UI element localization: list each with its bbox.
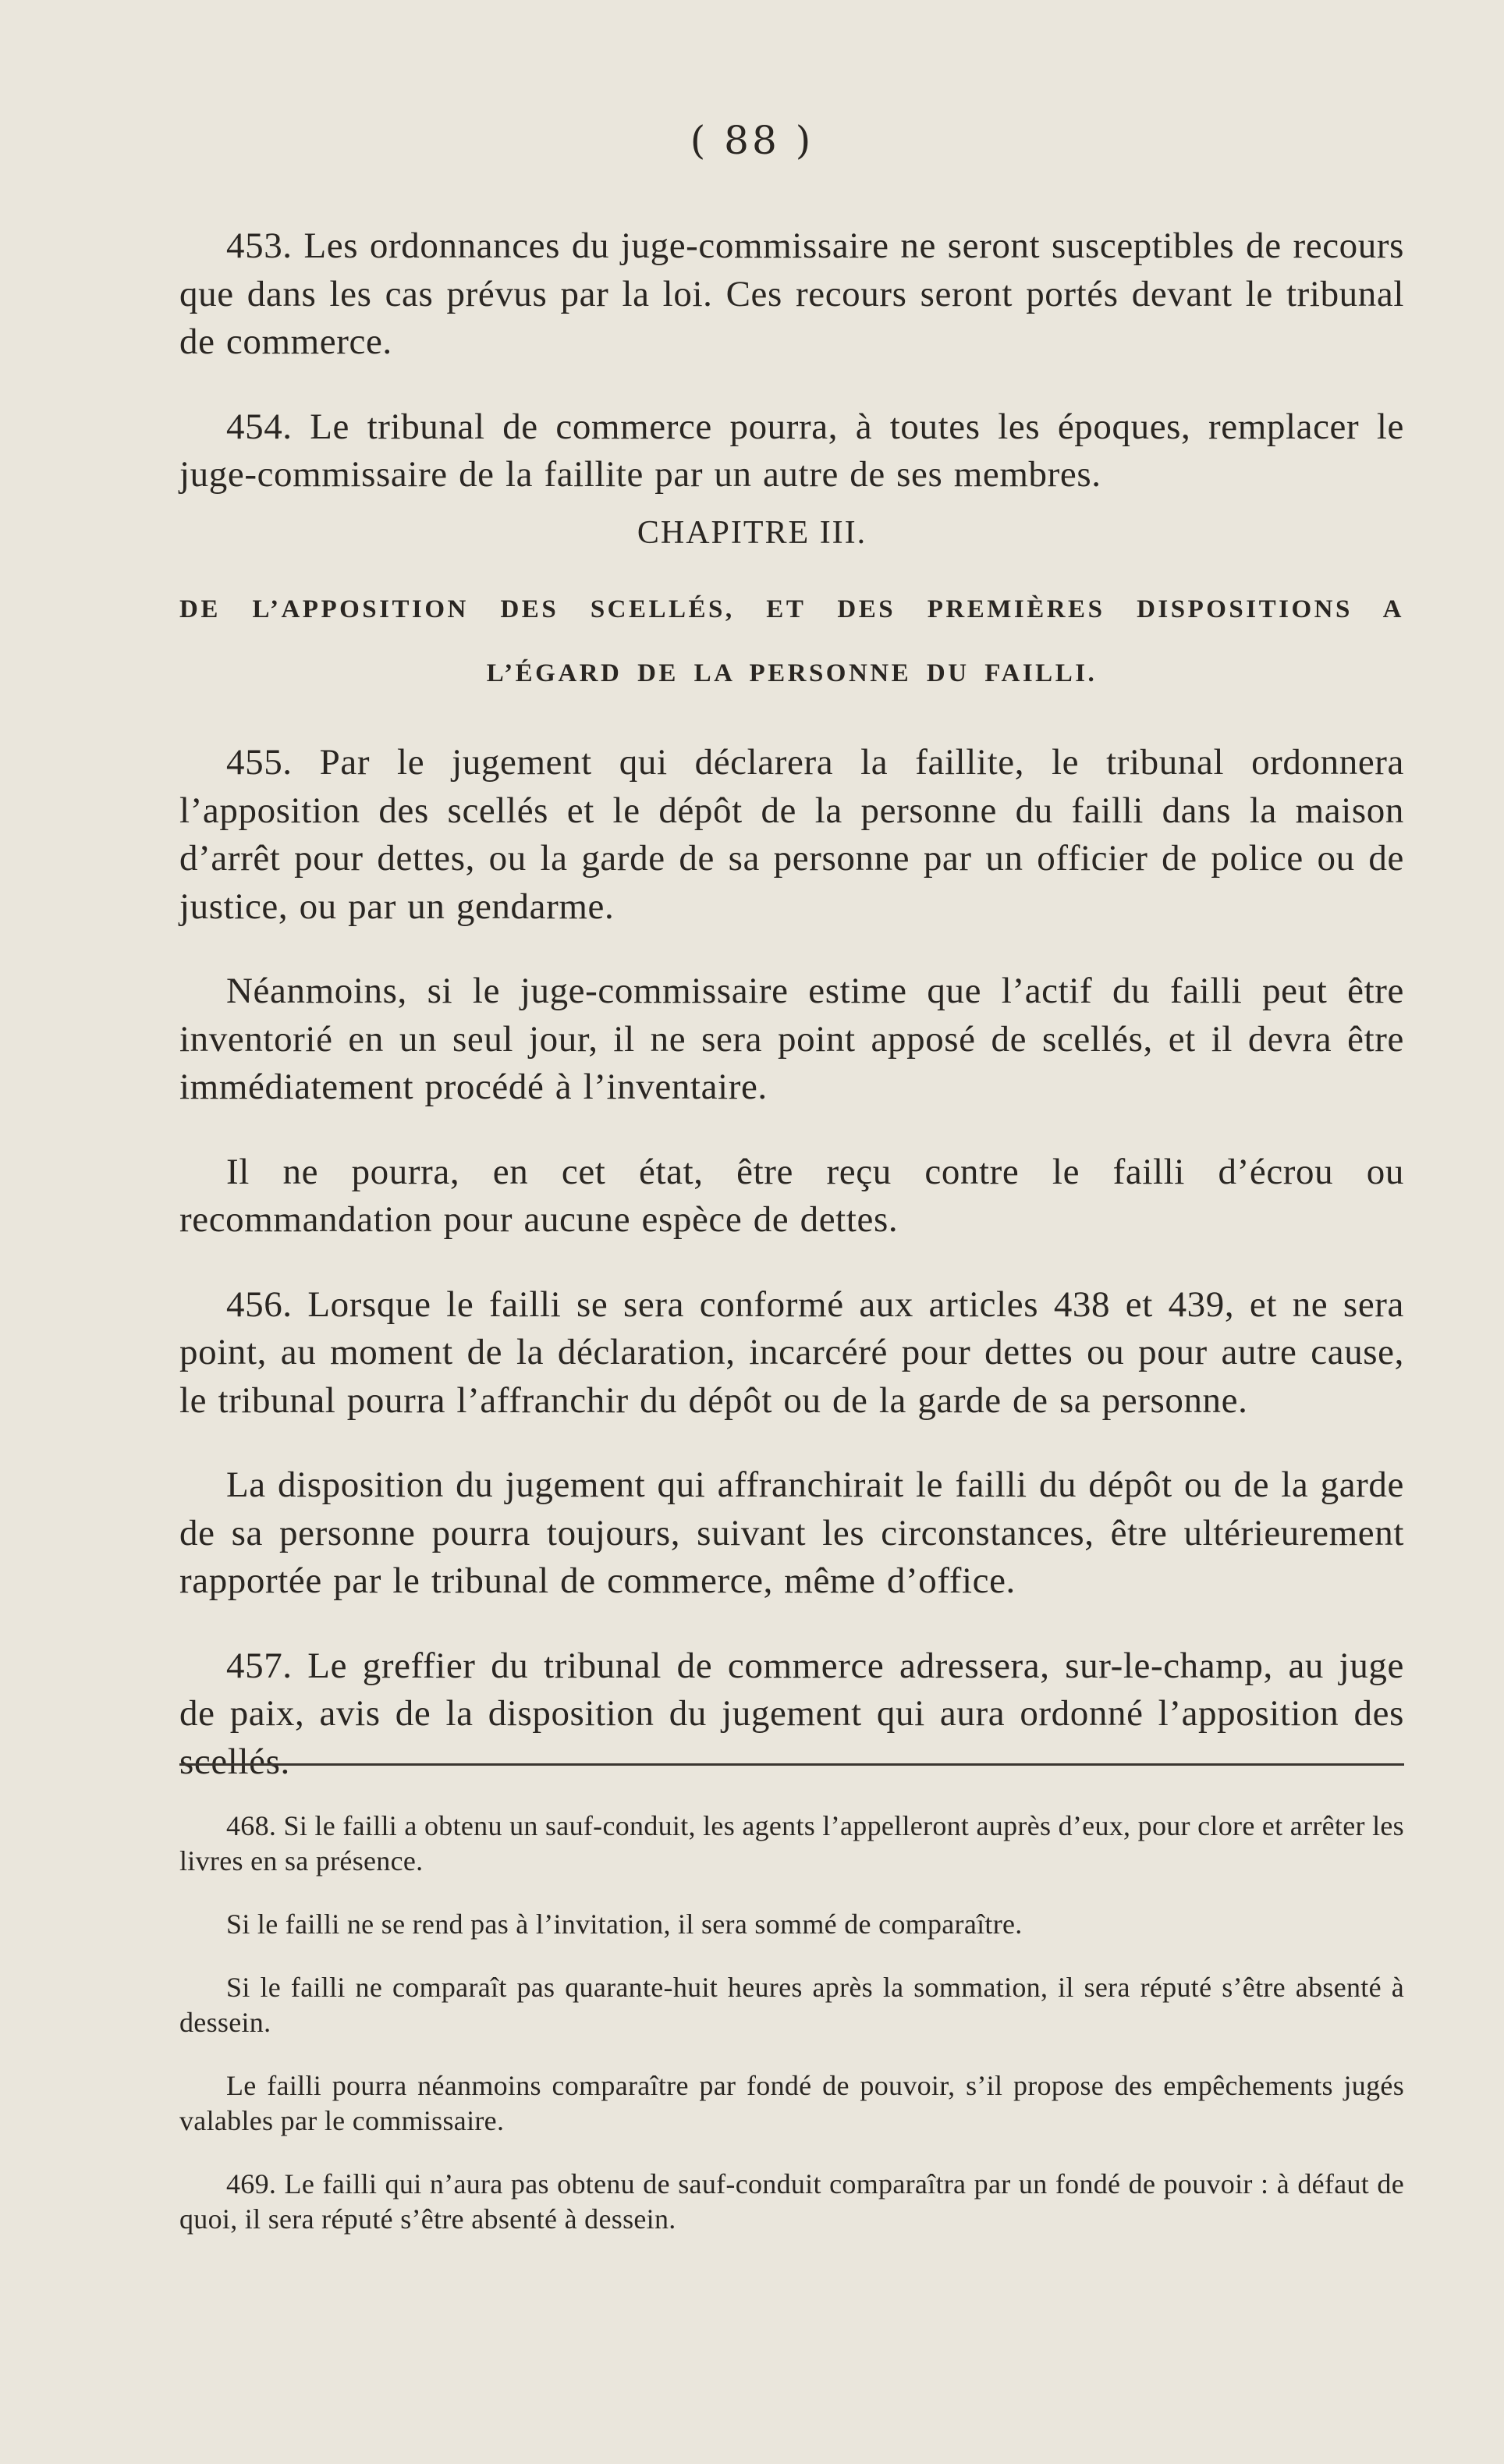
footnote-468-paragraph-3: Si le failli ne comparaît pas quarante-huit heures après la sommation, il sera réputé s’être absenté à dessein. [179, 1972, 1404, 2038]
chapter-title: CHAPITRE III. [637, 515, 867, 551]
article-453: 453. Les ordonnances du juge-commissaire ne seront susceptibles de recours que dans les cas prévus par la loi. Ces recours seront portés devant le tribunal de commerce. [179, 225, 1404, 362]
article-456: 456. Lorsque le failli se sera conformé aux articles 438 et 439, et ne sera point, au moment de la déclaration, incarcéré pour dettes ou pour autre cause, le tribunal pourra l’affranchir du dépôt ou de la garde de sa personne. [179, 1283, 1404, 1421]
article-457: 457. Le greffier du tribunal de commerce adressera, sur-le-champ, au juge de paix, avis de la disposition du jugement qui aura ordonné l’apposition des scellés. [179, 1645, 1404, 1782]
footnote-468-paragraph-2: Si le failli ne se rend pas à l’invitation, il sera sommé de comparaître. [226, 1908, 1023, 1940]
article-456-paragraph-2: La disposition du jugement qui affranchirait le failli du dépôt ou de la garde de sa personne pourra toujours, suivant les circonstances, être ultérieurement rapportée par le tribunal de commerce, même d’office. [179, 1465, 1404, 1601]
chapter-body [179, 702, 1404, 1823]
article-454: 454. Le tribunal de commerce pourra, à toutes les époques, remplacer le juge-commissaire de la faillite par un autre de ses membres. [179, 406, 1404, 495]
footnote-divider [179, 1763, 1404, 1766]
footnote-469: 469. Le failli qui n’aura pas obtenu de sauf-conduit comparaîtra par un fondé de pouvoir : à défaut de quoi, il sera réputé s’être absenté à dessein. [179, 2168, 1404, 2235]
article-455-paragraph-3: Il ne pourra, en cet état, être reçu contre le failli d’écrou ou recommandation pour aucune espèce de dettes. [179, 1151, 1404, 1240]
article-455: 455. Par le jugement qui déclarera la faillite, le tribunal ordonnera l’apposition des scellés et le dépôt de la personne du failli dans la maison d’arrêt pour dettes, ou la garde de sa personne par un officier de police ou de justice, ou par un gendarme. [179, 742, 1404, 927]
article-455-paragraph-2: Néanmoins, si le juge-commissaire estime que l’actif du failli peut être inventorié en un seul jour, il ne sera point apposé de scellés, et il devra être immédiatement procédé à l’inventaire. [179, 971, 1404, 1107]
footnotes [179, 1781, 1404, 2265]
footnote-468-paragraph-4: Le failli pourra néanmoins comparaître par fondé de pouvoir, s’il propose des empêchements jugés valables par le commissaire. [179, 2070, 1404, 2136]
footnote-468: 468. Si le failli a obtenu un sauf-conduit, les agents l’appelleront auprès d’eux, pour clore et arrêter les livres en sa présence. [179, 1810, 1404, 1876]
articles-before-chapter [179, 186, 1404, 536]
chapter-subtitle: DE L’APPOSITION DES SCELLÉS, ET DES PREMIÈRES DISPOSITIONS A L’ÉGARD DE LA PERSONNE DU FAILLI. [179, 595, 1404, 687]
page-number: ( 88 ) [690, 118, 814, 163]
